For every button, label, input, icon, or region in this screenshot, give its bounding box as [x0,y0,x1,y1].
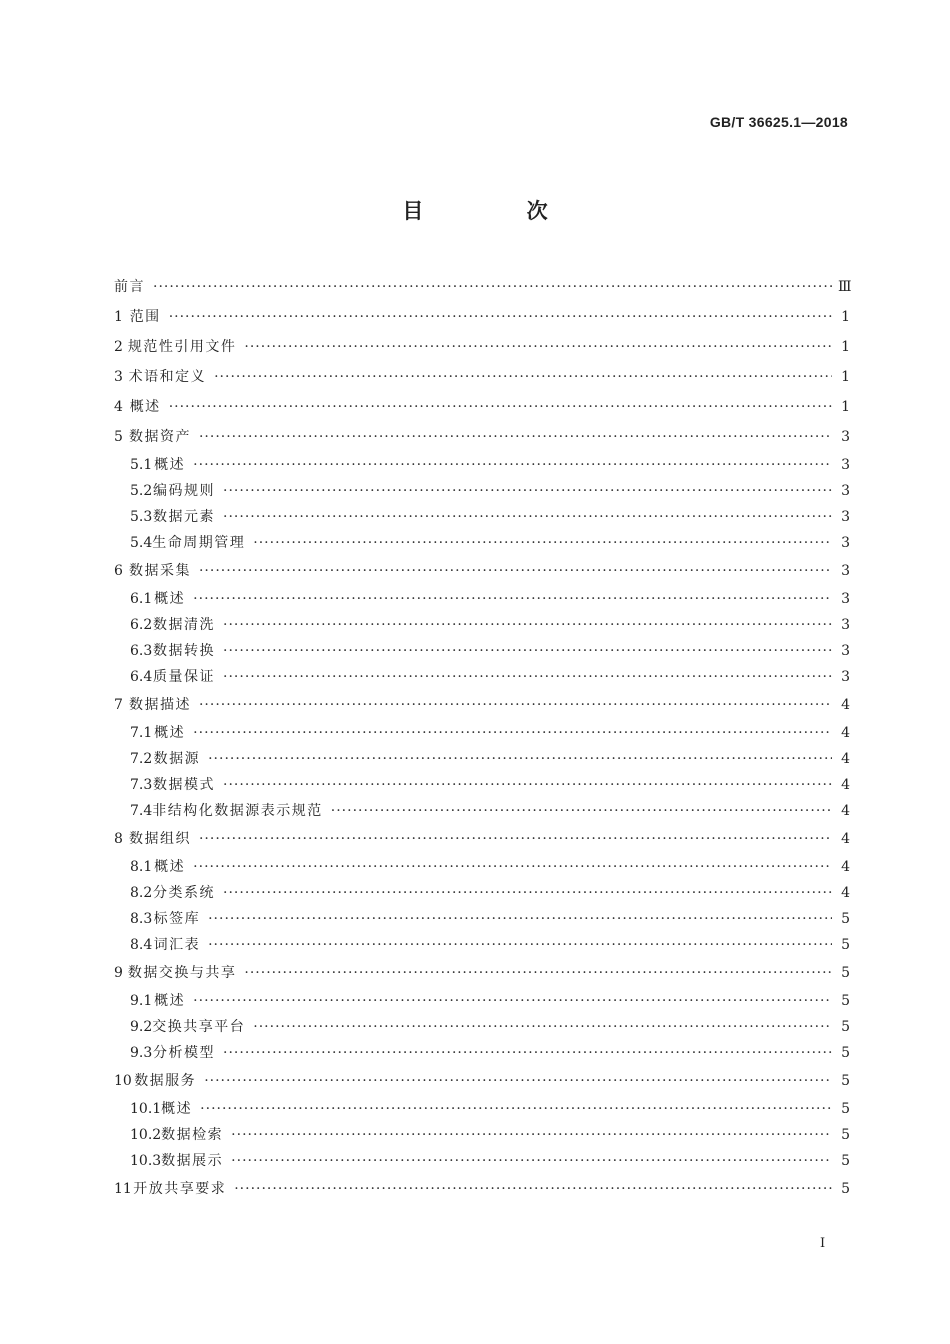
toc-entry-number: 8.2 [130,885,153,901]
toc-entry-page: 4 [841,751,850,767]
toc-entry-page: 5 [841,1019,850,1035]
toc-entry-label: 概述 [129,399,161,415]
dot-leader [169,392,832,422]
toc-entry-label: 非结构化数据源表示规范 [152,803,323,819]
toc-entry-page: 4 [841,803,850,819]
toc-subentry[interactable] [114,504,850,530]
toc-entry[interactable] [114,272,850,302]
toc-subentry[interactable] [114,880,850,906]
toc-entry-label: 生命周期管理 [152,535,246,551]
toc-title: 目 次 [402,199,596,223]
dot-leader [253,530,832,556]
dot-leader [193,586,832,612]
toc-entry-number: 9.3 [130,1045,153,1061]
toc-entry-label: 数据转换 [153,643,216,659]
toc-entry-number: 3 [114,369,123,385]
toc-entry-label: 术语和定义 [128,369,207,385]
toc-entry-number: 6.3 [130,643,153,659]
toc-entry-page: 3 [841,509,850,525]
toc-entry-number: 1 [114,309,123,325]
toc-entry-number: 9.2 [130,1019,153,1035]
toc-entry[interactable] [114,332,850,362]
toc-entry-page: 4 [841,725,850,741]
toc-entry-label: 标签库 [153,911,201,927]
toc-entry-label: 质量保证 [153,669,216,685]
toc-subentry[interactable] [114,772,850,798]
toc-entry[interactable] [114,362,850,392]
toc-subentry[interactable] [114,638,850,664]
toc-entry-number: 8 [114,831,123,847]
toc-entry-label: 词汇表 [153,937,201,953]
toc-entry-number: 5.4 [130,535,153,551]
toc-subentry[interactable] [114,906,850,932]
toc-entry-page: 4 [841,859,850,875]
toc-entry-label: 概述 [154,725,186,741]
standard-code: GB/T 36625.1—2018 [709,114,848,130]
toc-entry-number: 5.2 [130,483,153,499]
toc-entry-number: 7.2 [130,751,153,767]
dot-leader [199,422,832,452]
toc-subentry[interactable] [114,1014,850,1040]
toc-entry-label: 数据描述 [128,697,191,713]
toc-entry-number: 10.1 [130,1101,162,1117]
toc-entry-label: 编码规则 [153,483,216,499]
dot-leader [193,720,832,746]
toc-entry-label: 概述 [154,859,186,875]
toc-entry-number: 2 [114,339,123,355]
dot-leader [223,504,832,530]
dot-leader [223,664,832,690]
toc-subentry[interactable] [114,586,850,612]
toc-entry-page: 5 [841,911,850,927]
toc-subentry[interactable] [114,1148,850,1174]
toc-subentry[interactable] [114,798,850,824]
toc-entry-number: 7.1 [130,725,153,741]
toc-entry-page: 1 [841,309,850,325]
toc-subentry[interactable] [114,664,850,690]
toc-entry-label: 分析模型 [153,1045,216,1061]
toc-entry-number: 4 [114,399,123,415]
dot-leader [223,638,832,664]
toc-entry-number: 8.1 [130,859,153,875]
toc-entry-page: 5 [841,1127,850,1143]
toc-entry-page: 5 [841,1073,850,1089]
toc-entry-number: 10 [114,1073,132,1089]
dot-leader [193,988,832,1014]
toc-entry-label: 数据源 [153,751,201,767]
toc-entry-number: 5.1 [130,457,153,473]
dot-leader [223,478,832,504]
toc-entry-page: 3 [841,483,850,499]
toc-subentry[interactable] [114,932,850,958]
dot-leader [223,880,832,906]
toc-entry-label: 数据展示 [161,1153,224,1169]
dot-leader [208,906,832,932]
toc-entry[interactable] [114,958,850,988]
toc-entry-page: 4 [841,885,850,901]
toc-entry-page: 3 [841,643,850,659]
toc-entry-label: 交换共享平台 [152,1019,246,1035]
toc-subentry[interactable] [114,746,850,772]
toc-entry-page: 3 [841,429,850,445]
toc-entry-page: 3 [841,563,850,579]
dot-leader [199,824,832,854]
toc-entry-page: 3 [841,457,850,473]
toc-subentry[interactable] [114,612,850,638]
dot-leader [169,302,832,332]
toc-subentry[interactable] [114,478,850,504]
toc-subentry[interactable] [114,1122,850,1148]
toc-entry-page: 5 [841,1153,850,1169]
toc-entry-page: 5 [841,993,850,1009]
toc-entry-number: 7 [114,697,123,713]
toc-entry-number: 9 [114,965,123,981]
toc-entry-page: Ⅲ [838,279,852,295]
dot-leader [331,798,832,824]
toc-entry-label: 数据服务 [134,1073,197,1089]
toc-subentry[interactable] [114,1040,850,1066]
dot-leader [204,1066,832,1096]
toc-entry-page: 5 [841,965,850,981]
dot-leader [234,1174,832,1204]
dot-leader [214,362,832,392]
toc-entry-label: 分类系统 [153,885,216,901]
dot-leader [244,958,832,988]
toc-entry-number: 6.1 [130,591,153,607]
toc-entry-number: 8.3 [130,911,153,927]
toc-entry-number: 7.3 [130,777,153,793]
toc-entry-number: 6.2 [130,617,153,633]
toc-entry-number: 10.2 [130,1127,162,1143]
toc-entry-label: 概述 [161,1101,193,1117]
toc-subentry[interactable] [114,530,850,556]
dot-leader [200,1096,832,1122]
toc-entry-number: 11 [114,1181,132,1197]
dot-leader [208,932,832,958]
toc-subentry[interactable] [114,988,850,1014]
toc-entry-label: 概述 [154,591,186,607]
toc-entry-label: 数据交换与共享 [127,965,237,981]
toc-entry-number: 10.3 [130,1153,162,1169]
toc-entry-page: 4 [841,697,850,713]
toc-entry[interactable] [114,422,850,452]
toc-entry-label: 前言 [114,279,145,295]
toc-entry[interactable] [114,1174,850,1204]
table-of-contents [114,272,850,1204]
toc-entry-label: 开放共享要求 [133,1181,227,1197]
dot-leader [199,690,832,720]
toc-entry-label: 数据检索 [161,1127,224,1143]
toc-entry-label: 数据元素 [153,509,216,525]
toc-entry-number: 5 [114,429,123,445]
toc-entry-number: 6 [114,563,123,579]
toc-entry-number: 6.4 [130,669,153,685]
toc-entry-page: 3 [841,535,850,551]
toc-entry-label: 数据模式 [153,777,216,793]
dot-leader [208,746,832,772]
dot-leader [223,1040,832,1066]
toc-entry-page: 4 [841,777,850,793]
dot-leader [193,854,832,880]
toc-entry-page: 5 [841,1181,850,1197]
toc-entry-label: 数据资产 [128,429,191,445]
toc-entry-label: 数据清洗 [153,617,216,633]
page-number: I [820,1236,826,1251]
dot-leader [231,1122,832,1148]
toc-entry-page: 3 [841,669,850,685]
toc-entry-page: 1 [841,339,850,355]
dot-leader [193,452,832,478]
toc-entry-label: 概述 [154,457,186,473]
toc-entry[interactable] [114,392,850,422]
toc-entry[interactable] [114,1066,850,1096]
toc-entry[interactable] [114,302,850,332]
dot-leader [223,772,832,798]
toc-entry-page: 1 [841,399,850,415]
dot-leader [199,556,832,586]
toc-entry[interactable] [114,690,850,720]
toc-subentry[interactable] [114,854,850,880]
toc-subentry[interactable] [114,1096,850,1122]
dot-leader [153,272,832,302]
toc-entry-label: 概述 [154,993,186,1009]
toc-entry-page: 5 [841,1045,850,1061]
toc-entry-page: 4 [841,831,850,847]
toc-entry[interactable] [114,824,850,854]
toc-entry-page: 1 [841,369,850,385]
toc-entry-page: 5 [841,1101,850,1117]
toc-entry-label: 范围 [129,309,161,325]
toc-entry-number: 5.3 [130,509,153,525]
toc-subentry[interactable] [114,452,850,478]
toc-entry-label: 数据组织 [128,831,191,847]
toc-entry-number: 7.4 [130,803,153,819]
toc-entry-page: 3 [841,591,850,607]
toc-entry-number: 8.4 [130,937,153,953]
toc-entry-page: 5 [841,937,850,953]
dot-leader [231,1148,832,1174]
dot-leader [223,612,832,638]
toc-entry[interactable] [114,556,850,586]
toc-entry-number: 9.1 [130,993,153,1009]
dot-leader [244,332,832,362]
toc-entry-page: 3 [841,617,850,633]
toc-entry-label: 数据采集 [128,563,191,579]
toc-subentry[interactable] [114,720,850,746]
toc-entry-label: 规范性引用文件 [127,339,237,355]
dot-leader [253,1014,832,1040]
